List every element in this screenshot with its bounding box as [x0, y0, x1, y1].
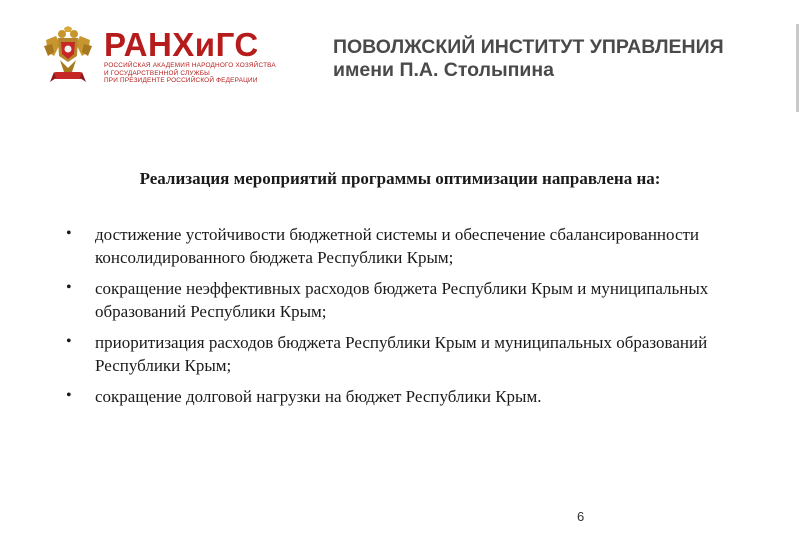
- bullet-text: достижение устойчивости бюджетной системы и обеспечение сбалансированности консолидированного бюджета Республики Крым;: [95, 225, 700, 267]
- bullet-text: сокращение неэффективных расходов бюджета Республики Крым и муниципальных образований Республики Крым;: [95, 279, 709, 321]
- institute-title-line2: имени П.А. Столыпина: [333, 59, 555, 81]
- brand-subtitle-line: И ГОСУДАРСТВЕННОЙ СЛУЖБЫ: [104, 69, 211, 77]
- brand-subtitle-line: ПРИ ПРЕЗИДЕНТЕ РОССИЙСКОЙ ФЕДЕРАЦИИ: [104, 77, 258, 84]
- brand-subtitle-line: РОССИЙСКАЯ АКАДЕМИЯ НАРОДНОГО ХОЗЯЙСТВА: [104, 62, 276, 69]
- bullet-item: [66, 278, 746, 323]
- brand-name: РАНХиГС: [104, 26, 259, 63]
- bullet-dot-icon: •: [66, 387, 72, 404]
- bullet-item: [66, 386, 746, 409]
- brand-subtitle: [104, 62, 276, 85]
- institute-title-line1: ПОВОЛЖСКИЙ ИНСТИТУТ УПРАВЛЕНИЯ: [333, 36, 724, 58]
- eagle-emblem-icon: [42, 26, 94, 84]
- slide-header: [0, 0, 800, 112]
- bullet-dot-icon: •: [66, 333, 72, 350]
- institute-title: [333, 36, 724, 82]
- bullet-item: [66, 224, 746, 269]
- bullet-dot-icon: •: [66, 279, 72, 296]
- bullet-text: сокращение долговой нагрузки на бюджет Республики Крым.: [95, 387, 542, 406]
- header-divider: [796, 24, 799, 112]
- bullet-dot-icon: •: [66, 225, 72, 242]
- page-number: 6: [577, 509, 585, 524]
- bullet-text: приоритизация расходов бюджета Республики Крым и муниципальных образований Республики Крым;: [95, 333, 708, 375]
- bullet-item: [66, 332, 746, 377]
- slide-heading: Реализация мероприятий программы оптимизации направлена на:: [139, 169, 661, 188]
- bullet-list: [66, 224, 746, 418]
